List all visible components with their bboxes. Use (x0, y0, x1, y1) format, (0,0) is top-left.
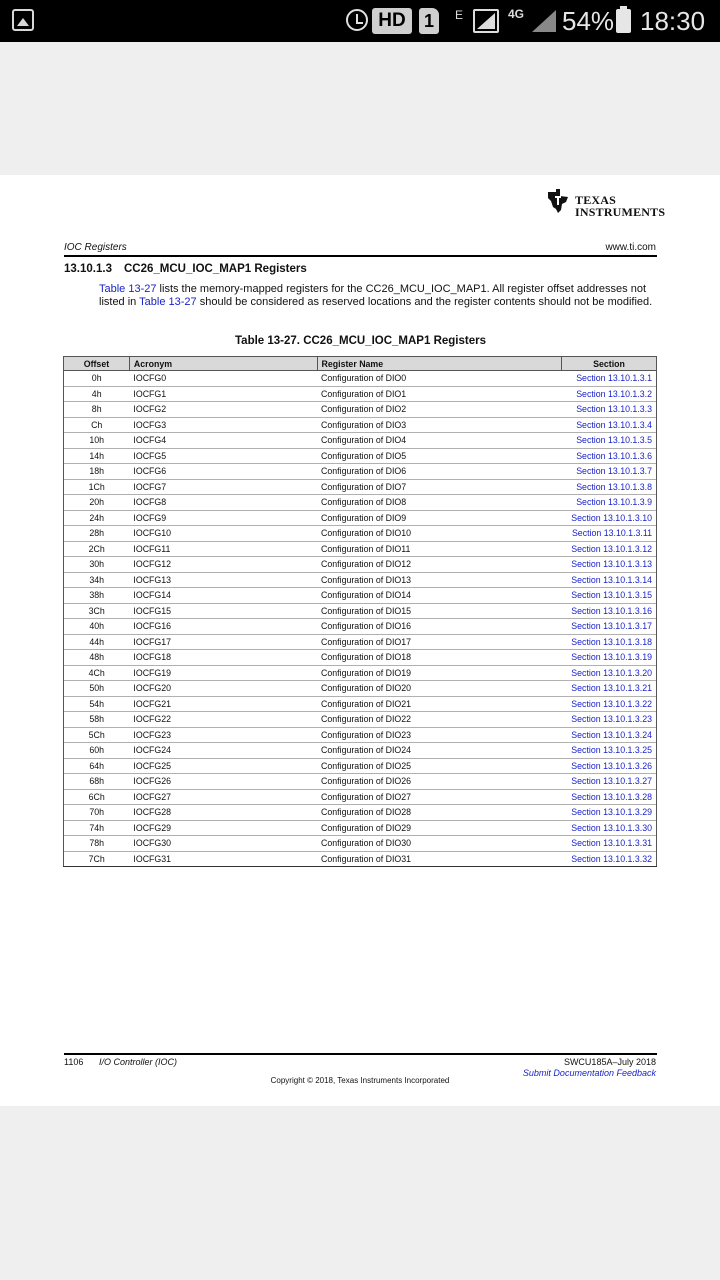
cell-acronym: IOCFG23 (129, 727, 317, 743)
header-acronym: Acronym (129, 357, 317, 371)
cell-register-name: Configuration of DIO1 (317, 386, 562, 402)
cell-register-name: Configuration of DIO15 (317, 603, 562, 619)
intro-text-2: should be considered as reserved locations and the register contents should not be modified. (196, 296, 653, 308)
cell-section-link[interactable]: Section 13.10.1.3.19 (562, 650, 657, 666)
sim-slot-badge: 1 (419, 8, 439, 34)
cell-section-link[interactable]: Section 13.10.1.3.7 (562, 464, 657, 480)
cell-register-name: Configuration of DIO26 (317, 774, 562, 790)
cell-section-link[interactable]: Section 13.10.1.3.18 (562, 634, 657, 650)
feedback-link[interactable]: Submit Documentation Feedback (522, 1068, 656, 1078)
cell-offset: Ch (64, 417, 130, 433)
cell-acronym: IOCFG5 (129, 448, 317, 464)
cell-acronym: IOCFG15 (129, 603, 317, 619)
cell-register-name: Configuration of DIO3 (317, 417, 562, 433)
cell-register-name: Configuration of DIO13 (317, 572, 562, 588)
intro-text-1: lists the memory-mapped registers for the CC26_MCU_IOC_MAP1. All register offset addresses not listed in (99, 283, 646, 308)
cell-offset: 64h (64, 758, 130, 774)
cell-section-link[interactable]: Section 13.10.1.3.6 (562, 448, 657, 464)
table-row (64, 727, 657, 743)
cell-section-link[interactable]: Section 13.10.1.3.16 (562, 603, 657, 619)
cell-offset: 28h (64, 526, 130, 542)
cell-offset: 74h (64, 820, 130, 836)
cell-offset: 4h (64, 386, 130, 402)
texas-instruments-logo-icon (546, 188, 570, 214)
cell-register-name: Configuration of DIO17 (317, 634, 562, 650)
cell-acronym: IOCFG1 (129, 386, 317, 402)
cell-section-link[interactable]: Section 13.10.1.3.10 (562, 510, 657, 526)
cell-offset: 60h (64, 743, 130, 759)
running-header-left: IOC Registers (64, 242, 127, 253)
cell-acronym: IOCFG3 (129, 417, 317, 433)
table-row (64, 619, 657, 635)
cell-offset: 54h (64, 696, 130, 712)
image-notification-icon[interactable] (12, 9, 34, 31)
cell-register-name: Configuration of DIO11 (317, 541, 562, 557)
table-row (64, 758, 657, 774)
alarm-clock-icon (346, 9, 368, 31)
cell-signal-icon (473, 9, 499, 33)
ti-logo (546, 188, 666, 219)
cell-acronym: IOCFG16 (129, 619, 317, 635)
table-row (64, 572, 657, 588)
table-row (64, 665, 657, 681)
table-row (64, 448, 657, 464)
header-offset: Offset (64, 357, 130, 371)
cell-acronym: IOCFG21 (129, 696, 317, 712)
table-row (64, 712, 657, 728)
cell-register-name: Configuration of DIO9 (317, 510, 562, 526)
cell-register-name: Configuration of DIO31 (317, 851, 562, 867)
intro-paragraph (99, 283, 659, 309)
cell-offset: 7Ch (64, 851, 130, 867)
cell-offset: 14h (64, 448, 130, 464)
cell-register-name: Configuration of DIO8 (317, 495, 562, 511)
table-row (64, 743, 657, 759)
cell-acronym: IOCFG27 (129, 789, 317, 805)
table-row (64, 464, 657, 480)
table-row (64, 820, 657, 836)
cell-section-link[interactable]: Section 13.10.1.3.9 (562, 495, 657, 511)
table-row (64, 650, 657, 666)
cell-acronym: IOCFG17 (129, 634, 317, 650)
cell-section-link[interactable]: Section 13.10.1.3.11 (562, 526, 657, 542)
cell-offset: 68h (64, 774, 130, 790)
cell-register-name: Configuration of DIO22 (317, 712, 562, 728)
logo-text-line2: INSTRUMENTS (575, 205, 666, 219)
cell-offset: 20h (64, 495, 130, 511)
document-id: SWCU185A–July 2018 (563, 1057, 656, 1067)
header-rule (64, 255, 657, 257)
cell-acronym: IOCFG8 (129, 495, 317, 511)
table-caption: Table 13-27. CC26_MCU_IOC_MAP1 Registers (235, 335, 486, 347)
cell-acronym: IOCFG10 (129, 526, 317, 542)
running-header-right[interactable]: www.ti.com (605, 242, 656, 253)
cell-offset: 4Ch (64, 665, 130, 681)
cell-section-link[interactable]: Section 13.10.1.3.32 (562, 851, 657, 867)
footer-rule (64, 1053, 657, 1055)
cell-register-name: Configuration of DIO4 (317, 433, 562, 449)
cell-register-name: Configuration of DIO29 (317, 820, 562, 836)
cell-acronym: IOCFG4 (129, 433, 317, 449)
cell-offset: 48h (64, 650, 130, 666)
clock-time: 18:30 (640, 6, 706, 36)
cell-section-link[interactable]: Section 13.10.1.3.24 (562, 727, 657, 743)
section-title: CC26_MCU_IOC_MAP1 Registers (124, 263, 307, 275)
cell-offset: 44h (64, 634, 130, 650)
table-row (64, 696, 657, 712)
cell-section-link[interactable]: Section 13.10.1.3.17 (562, 619, 657, 635)
table-row (64, 417, 657, 433)
table-row (64, 526, 657, 542)
cell-register-name: Configuration of DIO19 (317, 665, 562, 681)
table-row (64, 557, 657, 573)
cell-offset: 1Ch (64, 479, 130, 495)
cell-acronym: IOCFG26 (129, 774, 317, 790)
table-row (64, 789, 657, 805)
logo-text-line1: TEXAS (575, 193, 617, 207)
table-row (64, 836, 657, 852)
cell-section-link[interactable]: Section 13.10.1.3.5 (562, 433, 657, 449)
table-link-2[interactable]: Table 13-27 (139, 296, 197, 308)
copyright: Copyright © 2018, Texas Instruments Incorporated (270, 1076, 450, 1085)
cell-section-link[interactable]: Section 13.10.1.3.22 (562, 696, 657, 712)
cell-register-name: Configuration of DIO14 (317, 588, 562, 604)
cell-offset: 0h (64, 371, 130, 387)
table-row (64, 634, 657, 650)
cell-acronym: IOCFG7 (129, 479, 317, 495)
cell-acronym: IOCFG13 (129, 572, 317, 588)
cell-section-link[interactable]: Section 13.10.1.3.3 (562, 402, 657, 418)
cell-acronym: IOCFG0 (129, 371, 317, 387)
table-row (64, 371, 657, 387)
cell-section-link[interactable]: Section 13.10.1.3.31 (562, 836, 657, 852)
cell-register-name: Configuration of DIO2 (317, 402, 562, 418)
cell-offset: 58h (64, 712, 130, 728)
cell-section-link[interactable]: Section 13.10.1.3.13 (562, 557, 657, 573)
table-row (64, 510, 657, 526)
cell-register-name: Configuration of DIO20 (317, 681, 562, 697)
cell-register-name: Configuration of DIO28 (317, 805, 562, 821)
cell-section-link[interactable]: Section 13.10.1.3.4 (562, 417, 657, 433)
table-row (64, 851, 657, 867)
cell-section-link[interactable]: Section 13.10.1.3.2 (562, 386, 657, 402)
cell-offset: 78h (64, 836, 130, 852)
cell-register-name: Configuration of DIO16 (317, 619, 562, 635)
status-bar (0, 0, 720, 42)
cell-register-name: Configuration of DIO30 (317, 836, 562, 852)
page-number: 1106 (64, 1057, 84, 1067)
cell-register-name: Configuration of DIO12 (317, 557, 562, 573)
cell-acronym: IOCFG11 (129, 541, 317, 557)
network-type-e: E (455, 8, 464, 22)
cell-signal-secondary-icon (532, 10, 556, 32)
cell-offset: 38h (64, 588, 130, 604)
cell-section-link[interactable]: Section 13.10.1.3.29 (562, 805, 657, 821)
cell-offset: 10h (64, 433, 130, 449)
cell-acronym: IOCFG30 (129, 836, 317, 852)
cell-section-link[interactable]: Section 13.10.1.3.20 (562, 665, 657, 681)
cell-section-link[interactable]: Section 13.10.1.3.14 (562, 572, 657, 588)
cell-register-name: Configuration of DIO21 (317, 696, 562, 712)
cell-acronym: IOCFG29 (129, 820, 317, 836)
table-row (64, 433, 657, 449)
battery-percent: 54% (562, 6, 615, 36)
table-body (64, 371, 657, 867)
cell-section-link[interactable]: Section 13.10.1.3.15 (562, 588, 657, 604)
cell-offset: 5Ch (64, 727, 130, 743)
cell-acronym: IOCFG22 (129, 712, 317, 728)
cell-register-name: Configuration of DIO0 (317, 371, 562, 387)
cell-acronym: IOCFG12 (129, 557, 317, 573)
table-row (64, 681, 657, 697)
table-row (64, 588, 657, 604)
table-row (64, 805, 657, 821)
cell-offset: 34h (64, 572, 130, 588)
cell-offset: 24h (64, 510, 130, 526)
cell-section-link[interactable]: Section 13.10.1.3.26 (562, 758, 657, 774)
cell-register-name: Configuration of DIO6 (317, 464, 562, 480)
cell-section-link[interactable]: Section 13.10.1.3.25 (562, 743, 657, 759)
cell-acronym: IOCFG31 (129, 851, 317, 867)
cell-acronym: IOCFG28 (129, 805, 317, 821)
cell-register-name: Configuration of DIO5 (317, 448, 562, 464)
footer-chapter-title: I/O Controller (IOC) (99, 1057, 178, 1067)
cell-section-link[interactable]: Section 13.10.1.3.30 (562, 820, 657, 836)
cell-register-name: Configuration of DIO24 (317, 743, 562, 759)
cell-offset: 8h (64, 402, 130, 418)
cell-register-name: Configuration of DIO23 (317, 727, 562, 743)
cell-offset: 3Ch (64, 603, 130, 619)
cell-acronym: IOCFG2 (129, 402, 317, 418)
table-row (64, 541, 657, 557)
network-type-4g: 4G (508, 7, 525, 21)
cell-acronym: IOCFG14 (129, 588, 317, 604)
cell-offset: 40h (64, 619, 130, 635)
table-row (64, 479, 657, 495)
table-row (64, 603, 657, 619)
cell-acronym: IOCFG19 (129, 665, 317, 681)
cell-register-name: Configuration of DIO27 (317, 789, 562, 805)
cell-acronym: IOCFG25 (129, 758, 317, 774)
table-row (64, 774, 657, 790)
table-header-row (64, 357, 657, 371)
cell-acronym: IOCFG9 (129, 510, 317, 526)
header-register-name: Register Name (317, 357, 562, 371)
hd-voice-badge: HD (372, 8, 412, 34)
cell-section-link[interactable]: Section 13.10.1.3.27 (562, 774, 657, 790)
cell-register-name: Configuration of DIO7 (317, 479, 562, 495)
cell-offset: 30h (64, 557, 130, 573)
cell-acronym: IOCFG24 (129, 743, 317, 759)
section-number: 13.10.1.3 (64, 263, 112, 275)
cell-acronym: IOCFG20 (129, 681, 317, 697)
cell-offset: 18h (64, 464, 130, 480)
cell-register-name: Configuration of DIO25 (317, 758, 562, 774)
cell-section-link[interactable]: Section 13.10.1.3.21 (562, 681, 657, 697)
header-section: Section (562, 357, 657, 371)
table-row (64, 402, 657, 418)
section-heading (64, 263, 307, 275)
table-link-1[interactable]: Table 13-27 (99, 283, 157, 295)
cell-section-link[interactable]: Section 13.10.1.3.8 (562, 479, 657, 495)
cell-acronym: IOCFG6 (129, 464, 317, 480)
table-row (64, 495, 657, 511)
cell-offset: 6Ch (64, 789, 130, 805)
cell-section-link[interactable]: Section 13.10.1.3.12 (562, 541, 657, 557)
cell-register-name: Configuration of DIO18 (317, 650, 562, 666)
cell-offset: 2Ch (64, 541, 130, 557)
table-row (64, 386, 657, 402)
battery-icon (616, 9, 631, 33)
register-table (63, 356, 657, 867)
cell-section-link[interactable]: Section 13.10.1.3.23 (562, 712, 657, 728)
cell-acronym: IOCFG18 (129, 650, 317, 666)
cell-offset: 50h (64, 681, 130, 697)
cell-section-link[interactable]: Section 13.10.1.3.28 (562, 789, 657, 805)
cell-section-link[interactable]: Section 13.10.1.3.1 (562, 371, 657, 387)
cell-register-name: Configuration of DIO10 (317, 526, 562, 542)
cell-offset: 70h (64, 805, 130, 821)
